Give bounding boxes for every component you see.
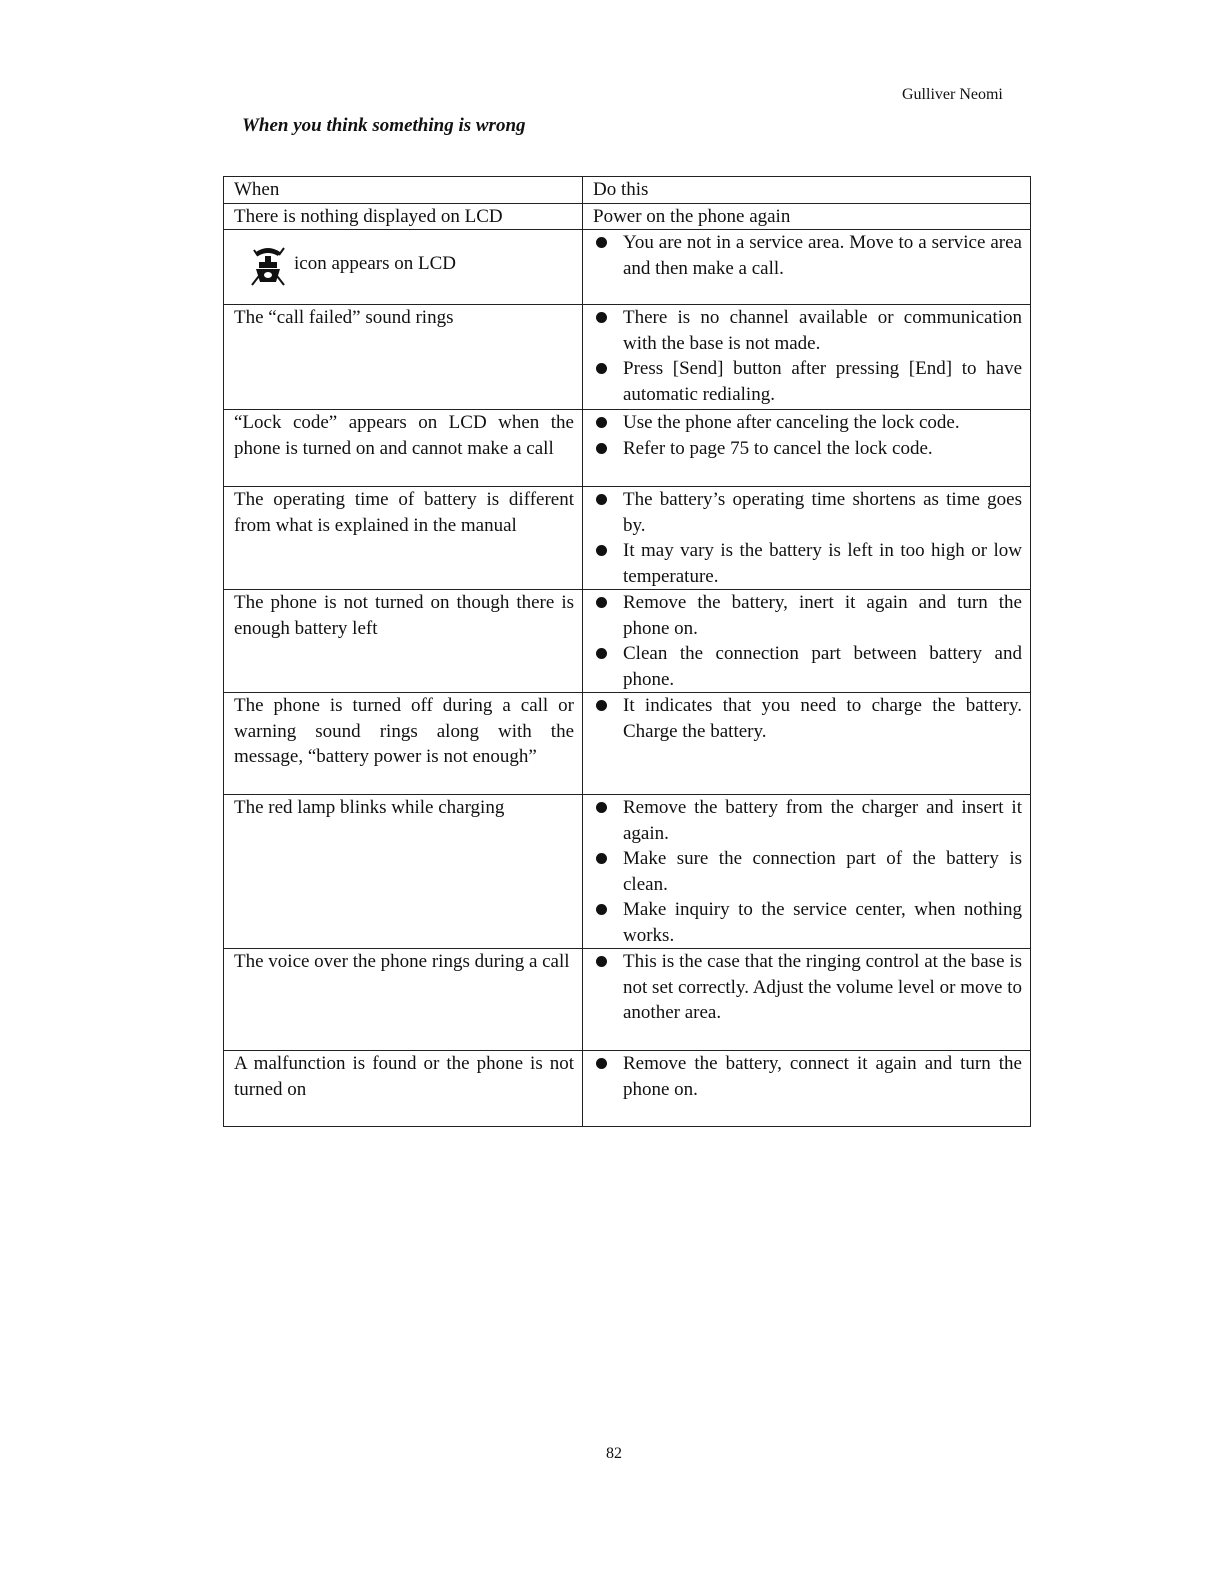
- column-header-when: When: [224, 177, 583, 204]
- table-row: [224, 410, 1031, 487]
- column-header-do-this: Do this: [583, 177, 1031, 204]
- remedy-item: Make sure the connection part of the battery is clean.: [593, 846, 1022, 897]
- row-remedy: [583, 949, 1031, 1051]
- remedy-item: Use the phone after canceling the lock code.: [593, 410, 1022, 436]
- remedy-item: Remove the battery from the charger and insert it again.: [593, 795, 1022, 846]
- table-header-row: [224, 177, 1031, 204]
- row-remedy: Power on the phone again: [583, 203, 1031, 230]
- remedy-item: Make inquiry to the service center, when nothing works.: [593, 897, 1022, 948]
- table-row: [224, 305, 1031, 410]
- table-row: [224, 590, 1031, 693]
- row-condition: [224, 230, 583, 305]
- table-row: [224, 487, 1031, 590]
- row-remedy: [583, 795, 1031, 949]
- remedy-item: Clean the connection part between battery and phone.: [593, 641, 1022, 692]
- no-service-phone-icon: [248, 242, 288, 286]
- remedy-item: Press [Send] button after pressing [End] to have automatic redialing.: [593, 356, 1022, 407]
- table-row: [224, 1051, 1031, 1127]
- remedy-item: It indicates that you need to charge the battery. Charge the battery.: [593, 693, 1022, 744]
- row-remedy: [583, 693, 1031, 795]
- row-remedy: [583, 487, 1031, 590]
- row-remedy: [583, 305, 1031, 410]
- row-remedy: [583, 590, 1031, 693]
- row-condition: The voice over the phone rings during a call: [224, 949, 583, 1051]
- troubleshooting-table: [223, 176, 1031, 1127]
- row-condition: The “call failed” sound rings: [224, 305, 583, 410]
- row-condition: The phone is turned off during a call or warning sound rings along with the message, “battery power is not enough”: [224, 693, 583, 795]
- header-author: Gulliver Neomi: [902, 86, 1003, 103]
- table-row: [224, 203, 1031, 230]
- row-condition: The red lamp blinks while charging: [224, 795, 583, 949]
- row-condition: There is nothing displayed on LCD: [224, 203, 583, 230]
- row-remedy: [583, 230, 1031, 305]
- remedy-item: The battery’s operating time shortens as time goes by.: [593, 487, 1022, 538]
- row-condition: The phone is not turned on though there is enough battery left: [224, 590, 583, 693]
- remedy-item: Refer to page 75 to cancel the lock code.: [593, 436, 1022, 462]
- remedy-item: It may vary is the battery is left in too high or low temperature.: [593, 538, 1022, 589]
- row-remedy: [583, 1051, 1031, 1127]
- remedy-item: Remove the battery, inert it again and turn the phone on.: [593, 590, 1022, 641]
- remedy-item: There is no channel available or communication with the base is not made.: [593, 305, 1022, 356]
- table-row: [224, 693, 1031, 795]
- row-condition: A malfunction is found or the phone is not turned on: [224, 1051, 583, 1127]
- page-number: 82: [606, 1445, 622, 1462]
- remedy-item: Remove the battery, connect it again and turn the phone on.: [593, 1051, 1022, 1102]
- table-row: [224, 795, 1031, 949]
- section-title: When you think something is wrong: [242, 115, 526, 136]
- table-row: [224, 949, 1031, 1051]
- remedy-item: This is the case that the ringing control at the base is not set correctly. Adjust the volume level or move to another area.: [593, 949, 1022, 1026]
- row-condition: “Lock code” appears on LCD when the phone is turned on and cannot make a call: [224, 410, 583, 487]
- table-row: [224, 230, 1031, 305]
- remedy-item: You are not in a service area. Move to a service area and then make a call.: [593, 230, 1022, 281]
- row-condition: The operating time of battery is different from what is explained in the manual: [224, 487, 583, 590]
- row-remedy: [583, 410, 1031, 487]
- row-condition-text: icon appears on LCD: [294, 253, 456, 275]
